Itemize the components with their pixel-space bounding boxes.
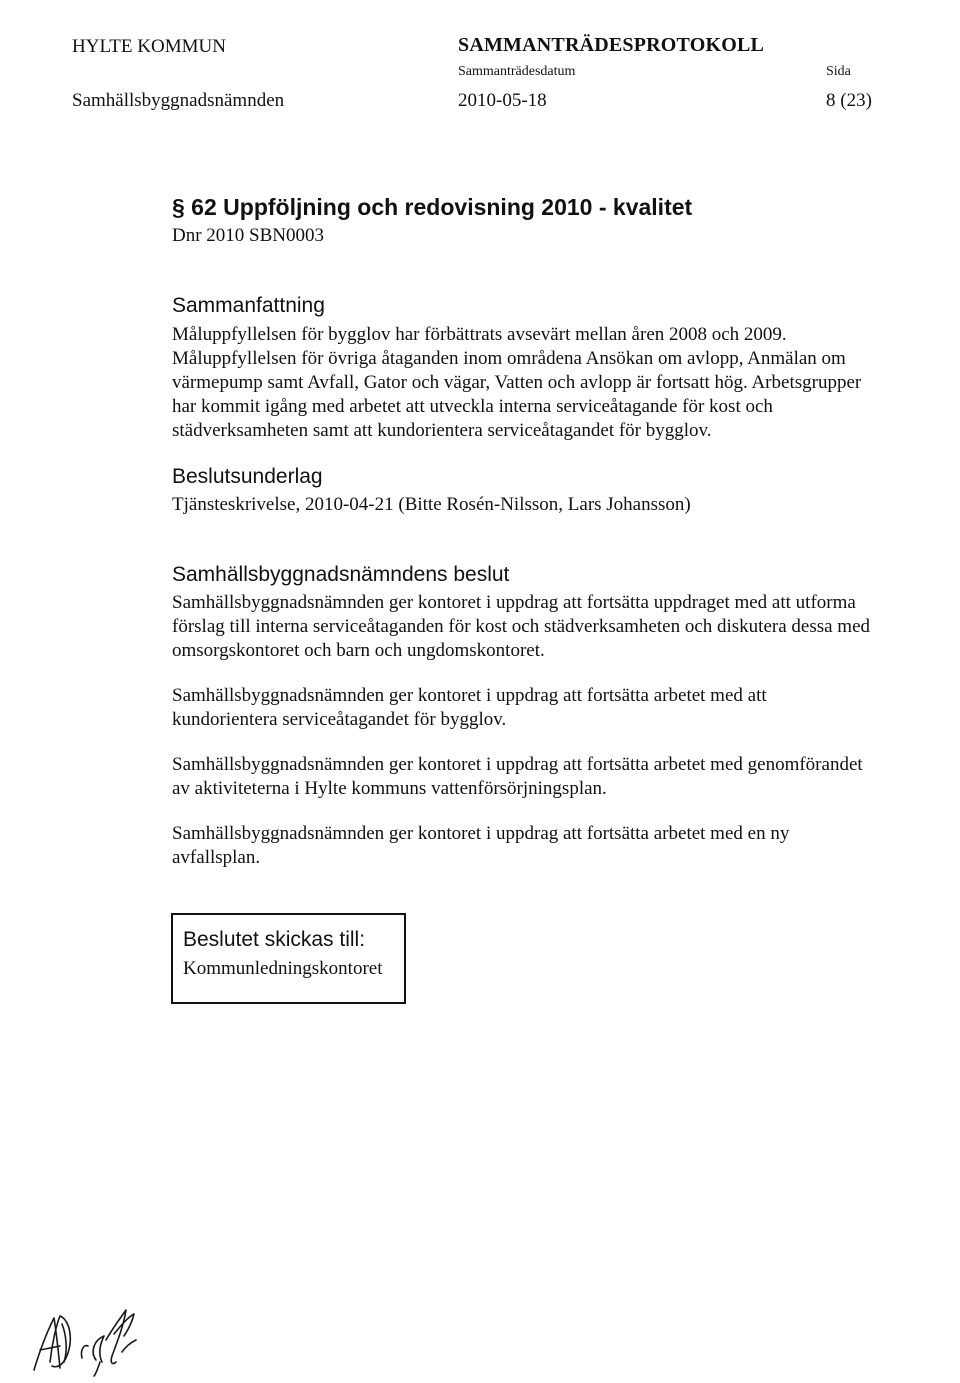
paragraph-title: § 62 Uppföljning och redovisning 2010 - kvalitet — [172, 194, 693, 220]
decision-line: förslag till interna serviceåtaganden för kost och städverksamheten och diskutera dessa med — [172, 616, 871, 637]
committee-name: Samhällsbyggnadsnämnden — [72, 90, 285, 111]
decision-paragraph — [172, 822, 912, 870]
decision-paragraph — [172, 591, 912, 663]
case-number: Dnr 2010 SBN0003 — [172, 225, 325, 246]
meeting-date: 2010-05-18 — [458, 90, 547, 111]
summary-line: har kommit igång med arbetet att utveckla interna serviceåtagande för kost och — [172, 396, 773, 417]
handwritten-initials-icon — [30, 1300, 170, 1378]
summary-text — [172, 323, 912, 443]
decision-line: avfallsplan. — [172, 847, 261, 868]
summary-heading: Sammanfattning — [172, 294, 325, 317]
decision-line: Samhällsbyggnadsnämnden ger kontoret i uppdrag att fortsätta arbetet med en ny — [172, 823, 790, 844]
summary-line: värmepump samt Avfall, Gator och vägar, Vatten och avlopp är fortsatt hög. Arbetsgrupper — [172, 372, 862, 393]
summary-line: Måluppfyllelsen för bygglov har förbättrats avsevärt mellan åren 2008 och 2009. — [172, 324, 787, 345]
decision-heading: Samhällsbyggnadsnämndens beslut — [172, 563, 510, 586]
decision-line: Samhällsbyggnadsnämnden ger kontoret i uppdrag att fortsätta uppdraget med att utforma — [172, 592, 856, 613]
distribution-recipient: Kommunledningskontoret — [183, 958, 383, 979]
summary-line: Måluppfyllelsen för övriga åtaganden inom områdena Ansökan om avlopp, Anmälan om — [172, 348, 846, 369]
distribution-box — [171, 913, 406, 1004]
page-label: Sida — [826, 64, 851, 79]
decision-line: Samhällsbyggnadsnämnden ger kontoret i uppdrag att fortsätta arbetet med att — [172, 685, 767, 706]
decision-basis-heading: Beslutsunderlag — [172, 465, 323, 488]
meeting-date-label: Sammanträdesdatum — [458, 64, 576, 79]
decision-line: av aktiviteterna i Hylte kommuns vattenförsörjningsplan. — [172, 778, 607, 799]
decision-line: Samhällsbyggnadsnämnden ger kontoret i uppdrag att fortsätta arbetet med genomförandet — [172, 754, 863, 775]
decision-line: omsorgskontoret och barn och ungdomskontoret. — [172, 640, 545, 661]
decision-basis-line: Tjänsteskrivelse, 2010-04-21 (Bitte Rosén-Nilsson, Lars Johansson) — [172, 494, 691, 515]
decision-basis-text — [172, 493, 912, 517]
decision-line: kundorientera serviceåtagandet för bygglov. — [172, 709, 507, 730]
distribution-heading: Beslutet skickas till: — [183, 928, 366, 951]
protocol-title: SAMMANTRÄDESPROTOKOLL — [458, 34, 765, 56]
organization-name: HYLTE KOMMUN — [72, 36, 226, 57]
decision-paragraph — [172, 753, 912, 801]
summary-line: städverksamheten samt att kundorientera serviceåtagandet för bygglov. — [172, 420, 712, 441]
decision-paragraph — [172, 684, 912, 732]
page-number: 8 (23) — [826, 90, 872, 111]
